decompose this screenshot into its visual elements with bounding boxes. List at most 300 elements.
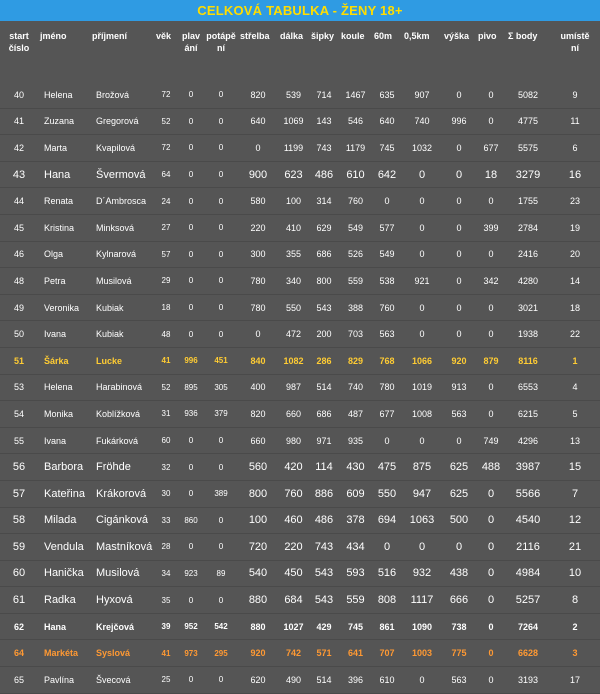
cell-jmeno: Monika <box>38 401 90 428</box>
cell-start: 41 <box>0 108 38 135</box>
cell-prijmeni: Fukárková <box>90 427 154 454</box>
cell-umisteni: 16 <box>550 161 600 188</box>
cell-vek: 64 <box>154 161 178 188</box>
cell-km05: 0 <box>402 534 442 561</box>
cell-potapeni: 0 <box>204 188 238 215</box>
cell-body: 6215 <box>506 401 550 428</box>
cell-umisteni: 20 <box>550 241 600 268</box>
cell-sipky: 543 <box>309 560 339 587</box>
header-body[interactable]: Σ body <box>508 31 538 41</box>
cell-pivo: 18 <box>476 161 506 188</box>
cell-sipky: 429 <box>309 613 339 640</box>
cell-km05: 0 <box>402 427 442 454</box>
cell-strelba: 220 <box>238 214 278 241</box>
cell-strelba: 0 <box>238 321 278 348</box>
cell-strelba: 780 <box>238 294 278 321</box>
cell-prijmeni: Musilová <box>90 268 154 295</box>
cell-umisteni: 9 <box>550 82 600 108</box>
cell-koule: 760 <box>339 188 372 215</box>
cell-plavani: 0 <box>178 268 204 295</box>
cell-potapeni: 0 <box>204 294 238 321</box>
cell-vek: 39 <box>154 613 178 640</box>
cell-potapeni: 0 <box>204 667 238 694</box>
cell-vek: 72 <box>154 82 178 108</box>
cell-start: 46 <box>0 241 38 268</box>
cell-potapeni: 0 <box>204 268 238 295</box>
cell-dalka: 623 <box>278 161 309 188</box>
cell-vyska: 0 <box>442 294 476 321</box>
cell-start: 56 <box>0 454 38 481</box>
cell-pivo: 0 <box>476 640 506 667</box>
cell-plavani: 0 <box>178 427 204 454</box>
cell-dalka: 1027 <box>278 613 309 640</box>
cell-vek: 30 <box>154 480 178 507</box>
cell-body: 2416 <box>506 241 550 268</box>
table-row[interactable] <box>0 108 600 135</box>
cell-vek: 29 <box>154 268 178 295</box>
header-05km[interactable]: 0,5km <box>404 31 430 41</box>
cell-body: 3987 <box>506 454 550 481</box>
cell-body: 3279 <box>506 161 550 188</box>
cell-umisteni: 5 <box>550 401 600 428</box>
cell-start: 43 <box>0 161 38 188</box>
cell-body: 8116 <box>506 347 550 374</box>
cell-sipky: 714 <box>309 82 339 108</box>
cell-plavani: 0 <box>178 188 204 215</box>
cell-dalka: 100 <box>278 188 309 215</box>
cell-vyska: 0 <box>442 161 476 188</box>
table-row[interactable] <box>0 82 600 108</box>
cell-strelba: 800 <box>238 480 278 507</box>
cell-plavani: 0 <box>178 480 204 507</box>
cell-koule: 546 <box>339 108 372 135</box>
table-row[interactable] <box>0 188 600 215</box>
cell-body: 3193 <box>506 667 550 694</box>
cell-m60: 694 <box>372 507 402 534</box>
cell-sipky: 200 <box>309 321 339 348</box>
header-jmeno[interactable]: jméno <box>40 31 67 41</box>
cell-strelba: 780 <box>238 268 278 295</box>
cell-dalka: 410 <box>278 214 309 241</box>
cell-km05: 947 <box>402 480 442 507</box>
cell-m60: 861 <box>372 613 402 640</box>
cell-km05: 0 <box>402 667 442 694</box>
cell-plavani: 996 <box>178 347 204 374</box>
table-row[interactable] <box>0 135 600 162</box>
cell-vek: 18 <box>154 294 178 321</box>
cell-vyska: 0 <box>442 188 476 215</box>
table-row[interactable] <box>0 241 600 268</box>
table-row[interactable] <box>0 268 600 295</box>
cell-sipky: 543 <box>309 587 339 614</box>
header-prijmeni[interactable]: příjmení <box>92 31 128 41</box>
cell-potapeni: 0 <box>204 82 238 108</box>
cell-vyska: 0 <box>442 241 476 268</box>
cell-strelba: 660 <box>238 427 278 454</box>
cell-sipky: 143 <box>309 108 339 135</box>
cell-plavani: 895 <box>178 374 204 401</box>
cell-sipky: 514 <box>309 667 339 694</box>
cell-pivo: 879 <box>476 347 506 374</box>
cell-umisteni: 15 <box>550 454 600 481</box>
cell-body: 5257 <box>506 587 550 614</box>
table-row[interactable] <box>0 294 600 321</box>
table-row[interactable] <box>0 454 600 481</box>
cell-jmeno: Marta <box>38 135 90 162</box>
cell-m60: 538 <box>372 268 402 295</box>
cell-vyska: 0 <box>442 214 476 241</box>
cell-potapeni: 451 <box>204 347 238 374</box>
cell-strelba: 100 <box>238 507 278 534</box>
cell-strelba: 900 <box>238 161 278 188</box>
cell-koule: 430 <box>339 454 372 481</box>
cell-dalka: 490 <box>278 667 309 694</box>
header-vek[interactable]: věk <box>156 31 172 41</box>
cell-plavani: 952 <box>178 613 204 640</box>
cell-body: 4280 <box>506 268 550 295</box>
cell-pivo: 488 <box>476 454 506 481</box>
cell-body: 6628 <box>506 640 550 667</box>
cell-vyska: 913 <box>442 374 476 401</box>
cell-plavani: 0 <box>178 161 204 188</box>
cell-km05: 1003 <box>402 640 442 667</box>
cell-pivo: 0 <box>476 401 506 428</box>
cell-plavani: 0 <box>178 214 204 241</box>
cell-dalka: 550 <box>278 294 309 321</box>
cell-umisteni: 12 <box>550 507 600 534</box>
cell-plavani: 0 <box>178 534 204 561</box>
cell-vyska: 500 <box>442 507 476 534</box>
cell-potapeni: 305 <box>204 374 238 401</box>
cell-vek: 24 <box>154 188 178 215</box>
cell-dalka: 220 <box>278 534 309 561</box>
cell-strelba: 620 <box>238 667 278 694</box>
header-umisteni[interactable]: umístě ní <box>560 31 590 53</box>
cell-body: 6553 <box>506 374 550 401</box>
cell-pivo: 0 <box>476 241 506 268</box>
cell-vek: 33 <box>154 507 178 534</box>
cell-vek: 35 <box>154 587 178 614</box>
cell-jmeno: Ivana <box>38 321 90 348</box>
cell-strelba: 880 <box>238 613 278 640</box>
cell-prijmeni: Harabinová <box>90 374 154 401</box>
cell-start: 57 <box>0 480 38 507</box>
cell-strelba: 880 <box>238 587 278 614</box>
cell-strelba: 820 <box>238 82 278 108</box>
cell-plavani: 0 <box>178 587 204 614</box>
cell-pivo: 677 <box>476 135 506 162</box>
cell-umisteni: 19 <box>550 214 600 241</box>
cell-start: 64 <box>0 640 38 667</box>
cell-jmeno: Vendula <box>38 534 90 561</box>
results-table <box>0 26 600 694</box>
cell-m60: 0 <box>372 188 402 215</box>
cell-m60: 0 <box>372 427 402 454</box>
cell-prijmeni: Koblížková <box>90 401 154 428</box>
cell-plavani: 0 <box>178 321 204 348</box>
table-row[interactable] <box>0 507 600 534</box>
cell-km05: 1063 <box>402 507 442 534</box>
cell-pivo: 749 <box>476 427 506 454</box>
cell-strelba: 400 <box>238 374 278 401</box>
cell-m60: 550 <box>372 480 402 507</box>
cell-prijmeni: Kubiak <box>90 321 154 348</box>
header-koule[interactable]: koule <box>341 31 365 41</box>
cell-prijmeni: Minksová <box>90 214 154 241</box>
header-60m[interactable]: 60m <box>374 31 393 41</box>
cell-plavani: 936 <box>178 401 204 428</box>
header-pivo[interactable]: pivo <box>478 31 497 41</box>
cell-umisteni: 8 <box>550 587 600 614</box>
header-sipky[interactable]: šipky <box>311 31 335 41</box>
cell-vek: 27 <box>154 214 178 241</box>
cell-jmeno: Kateřina <box>38 480 90 507</box>
cell-prijmeni: Fröhde <box>90 454 154 481</box>
header-start[interactable]: start číslo <box>8 31 30 53</box>
cell-koule: 487 <box>339 401 372 428</box>
cell-dalka: 1199 <box>278 135 309 162</box>
cell-m60: 642 <box>372 161 402 188</box>
cell-pivo: 0 <box>476 321 506 348</box>
cell-prijmeni: Mastníková <box>90 534 154 561</box>
cell-km05: 1032 <box>402 135 442 162</box>
cell-jmeno: Hana <box>38 613 90 640</box>
header-dalka[interactable]: dálka <box>280 31 304 41</box>
cell-pivo: 399 <box>476 214 506 241</box>
cell-vyska: 775 <box>442 640 476 667</box>
cell-m60: 745 <box>372 135 402 162</box>
cell-potapeni: 0 <box>204 321 238 348</box>
cell-strelba: 0 <box>238 135 278 162</box>
cell-start: 58 <box>0 507 38 534</box>
cell-koule: 559 <box>339 587 372 614</box>
cell-vek: 60 <box>154 427 178 454</box>
cell-umisteni: 2 <box>550 613 600 640</box>
cell-vek: 72 <box>154 135 178 162</box>
header-potapeni[interactable]: potápě ní <box>206 31 236 53</box>
cell-jmeno: Radka <box>38 587 90 614</box>
cell-jmeno: Veronika <box>38 294 90 321</box>
table-row[interactable] <box>0 374 600 401</box>
cell-dalka: 987 <box>278 374 309 401</box>
cell-km05: 1019 <box>402 374 442 401</box>
cell-jmeno: Helena <box>38 374 90 401</box>
cell-m60: 549 <box>372 241 402 268</box>
cell-plavani: 0 <box>178 82 204 108</box>
cell-vek: 41 <box>154 347 178 374</box>
cell-vek: 34 <box>154 560 178 587</box>
cell-km05: 0 <box>402 241 442 268</box>
cell-potapeni: 0 <box>204 108 238 135</box>
cell-m60: 475 <box>372 454 402 481</box>
table-row[interactable] <box>0 667 600 694</box>
cell-dalka: 1069 <box>278 108 309 135</box>
cell-vyska: 996 <box>442 108 476 135</box>
cell-potapeni: 89 <box>204 560 238 587</box>
cell-plavani: 0 <box>178 667 204 694</box>
cell-km05: 1008 <box>402 401 442 428</box>
cell-potapeni: 0 <box>204 214 238 241</box>
cell-vyska: 438 <box>442 560 476 587</box>
table-row[interactable] <box>0 401 600 428</box>
cell-potapeni: 0 <box>204 135 238 162</box>
cell-km05: 921 <box>402 268 442 295</box>
table-row[interactable] <box>0 534 600 561</box>
cell-plavani: 0 <box>178 454 204 481</box>
cell-start: 53 <box>0 374 38 401</box>
cell-dalka: 539 <box>278 82 309 108</box>
cell-umisteni: 13 <box>550 427 600 454</box>
cell-umisteni: 11 <box>550 108 600 135</box>
cell-pivo: 0 <box>476 560 506 587</box>
cell-dalka: 460 <box>278 507 309 534</box>
table-row[interactable] <box>0 613 600 640</box>
table-row[interactable] <box>0 321 600 348</box>
cell-umisteni: 7 <box>550 480 600 507</box>
cell-prijmeni: Brožová <box>90 82 154 108</box>
cell-prijmeni: Syslová <box>90 640 154 667</box>
cell-km05: 932 <box>402 560 442 587</box>
cell-jmeno: Markéta <box>38 640 90 667</box>
cell-body: 4775 <box>506 108 550 135</box>
cell-km05: 1117 <box>402 587 442 614</box>
cell-jmeno: Renata <box>38 188 90 215</box>
cell-m60: 610 <box>372 667 402 694</box>
cell-m60: 640 <box>372 108 402 135</box>
cell-umisteni: 21 <box>550 534 600 561</box>
cell-km05: 740 <box>402 108 442 135</box>
cell-km05: 875 <box>402 454 442 481</box>
cell-jmeno: Hanička <box>38 560 90 587</box>
cell-pivo: 0 <box>476 507 506 534</box>
cell-km05: 0 <box>402 214 442 241</box>
cell-start: 40 <box>0 82 38 108</box>
cell-dalka: 355 <box>278 241 309 268</box>
cell-strelba: 580 <box>238 188 278 215</box>
table-row[interactable] <box>0 347 600 374</box>
table-row[interactable] <box>0 427 600 454</box>
cell-vek: 52 <box>154 374 178 401</box>
cell-koule: 434 <box>339 534 372 561</box>
cell-sipky: 514 <box>309 374 339 401</box>
cell-m60: 760 <box>372 294 402 321</box>
cell-plavani: 0 <box>178 135 204 162</box>
cell-body: 4540 <box>506 507 550 534</box>
table-row[interactable] <box>0 214 600 241</box>
cell-plavani: 860 <box>178 507 204 534</box>
table-row[interactable] <box>0 480 600 507</box>
cell-jmeno: Hana <box>38 161 90 188</box>
cell-koule: 526 <box>339 241 372 268</box>
cell-pivo: 0 <box>476 587 506 614</box>
cell-km05: 0 <box>402 321 442 348</box>
cell-vek: 41 <box>154 640 178 667</box>
cell-vyska: 0 <box>442 268 476 295</box>
cell-body: 3021 <box>506 294 550 321</box>
header-row <box>0 26 600 82</box>
cell-sipky: 886 <box>309 480 339 507</box>
cell-m60: 0 <box>372 534 402 561</box>
cell-koule: 740 <box>339 374 372 401</box>
table-row[interactable] <box>0 587 600 614</box>
cell-pivo: 0 <box>476 613 506 640</box>
cell-m60: 677 <box>372 401 402 428</box>
header-vyska[interactable]: výška <box>444 31 470 41</box>
cell-jmeno: Helena <box>38 82 90 108</box>
cell-jmeno: Pavlína <box>38 667 90 694</box>
cell-start: 51 <box>0 347 38 374</box>
table-row[interactable] <box>0 161 600 188</box>
cell-jmeno: Ivana <box>38 427 90 454</box>
cell-koule: 549 <box>339 214 372 241</box>
cell-potapeni: 0 <box>204 534 238 561</box>
cell-pivo: 0 <box>476 188 506 215</box>
cell-start: 60 <box>0 560 38 587</box>
cell-m60: 780 <box>372 374 402 401</box>
cell-strelba: 920 <box>238 640 278 667</box>
table-row[interactable] <box>0 560 600 587</box>
cell-pivo: 0 <box>476 108 506 135</box>
cell-dalka: 420 <box>278 454 309 481</box>
cell-km05: 0 <box>402 188 442 215</box>
cell-body: 4296 <box>506 427 550 454</box>
cell-prijmeni: Švecová <box>90 667 154 694</box>
cell-vek: 48 <box>154 321 178 348</box>
cell-prijmeni: Kvapilová <box>90 135 154 162</box>
cell-body: 7264 <box>506 613 550 640</box>
cell-jmeno: Šárka <box>38 347 90 374</box>
cell-koule: 559 <box>339 268 372 295</box>
cell-vyska: 738 <box>442 613 476 640</box>
cell-potapeni: 0 <box>204 587 238 614</box>
cell-start: 48 <box>0 268 38 295</box>
cell-sipky: 286 <box>309 347 339 374</box>
cell-start: 45 <box>0 214 38 241</box>
cell-vyska: 0 <box>442 321 476 348</box>
cell-m60: 577 <box>372 214 402 241</box>
cell-prijmeni: Švermová <box>90 161 154 188</box>
cell-koule: 593 <box>339 560 372 587</box>
cell-start: 49 <box>0 294 38 321</box>
cell-start: 59 <box>0 534 38 561</box>
header-plavani[interactable]: plav ání <box>181 31 200 53</box>
cell-body: 2116 <box>506 534 550 561</box>
cell-m60: 768 <box>372 347 402 374</box>
cell-strelba: 840 <box>238 347 278 374</box>
cell-sipky: 686 <box>309 401 339 428</box>
cell-start: 42 <box>0 135 38 162</box>
cell-km05: 1066 <box>402 347 442 374</box>
cell-pivo: 342 <box>476 268 506 295</box>
cell-strelba: 640 <box>238 108 278 135</box>
cell-vek: 25 <box>154 667 178 694</box>
cell-m60: 516 <box>372 560 402 587</box>
cell-jmeno: Kristina <box>38 214 90 241</box>
cell-umisteni: 6 <box>550 135 600 162</box>
cell-m60: 563 <box>372 321 402 348</box>
cell-vyska: 625 <box>442 480 476 507</box>
cell-prijmeni: Krákorová <box>90 480 154 507</box>
cell-start: 55 <box>0 427 38 454</box>
cell-pivo: 0 <box>476 82 506 108</box>
cell-umisteni: 17 <box>550 667 600 694</box>
cell-dalka: 742 <box>278 640 309 667</box>
header-strelba[interactable]: střelba <box>240 31 270 41</box>
cell-koule: 396 <box>339 667 372 694</box>
cell-sipky: 743 <box>309 534 339 561</box>
cell-dalka: 472 <box>278 321 309 348</box>
cell-body: 5575 <box>506 135 550 162</box>
